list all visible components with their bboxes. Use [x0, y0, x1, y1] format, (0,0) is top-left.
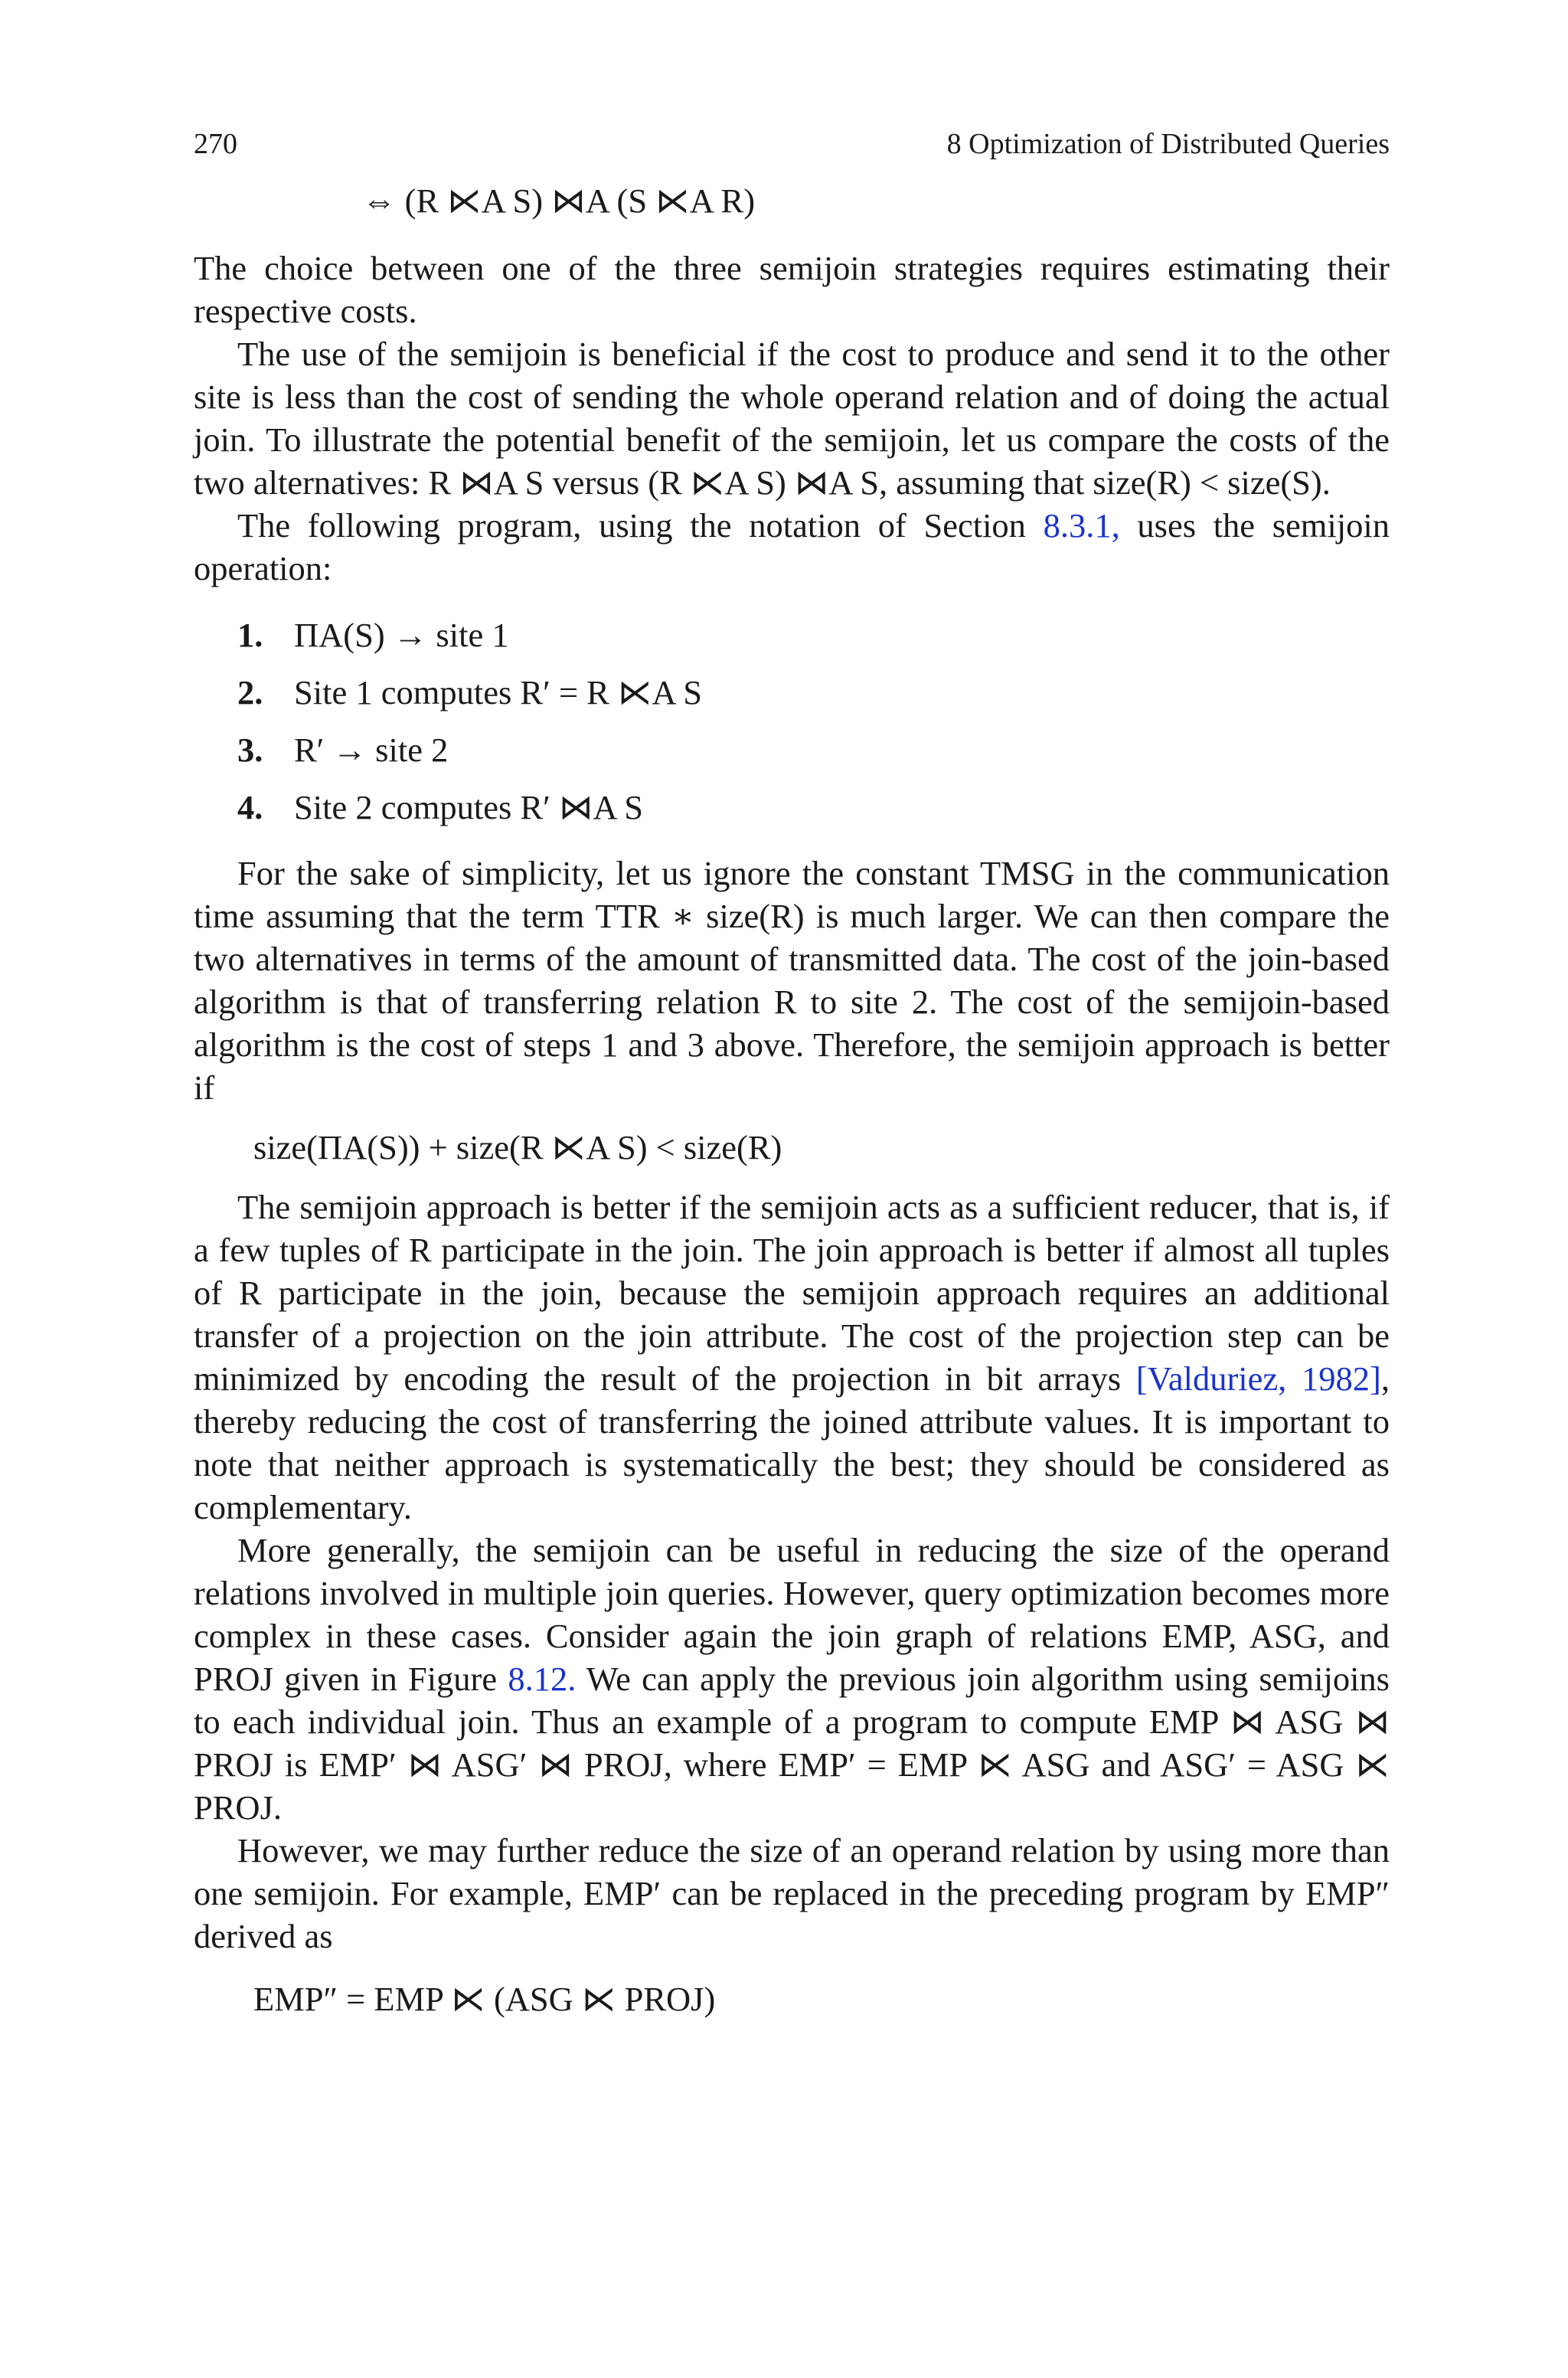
tmsg-term: TMSG [979, 854, 1075, 892]
page-body [194, 123, 1390, 2020]
paragraph-multiple-joins: More generally, the semijoin can be useful in reducing the size of the operand relations involved in multiple join queries. However, query optimization becomes more complex in these cases. Consider again the join graph of relations EMP, ASG, and PROJ given in Figure 8.12. We can apply the previous join algorithm using semijoins to each individual join. Thus an example of a program to compute EMP ⋈ ASG ⋈ PROJ is EMP′ ⋈ ASG′ ⋈ PROJ, where EMP′ = EMP ⋉ ASG and ASG′ = ASG ⋉ PROJ. [194, 1531, 1390, 1827]
figure-link[interactable]: 8.12. [508, 1660, 577, 1698]
section-link[interactable]: 8.3.1, [1043, 506, 1120, 545]
paragraph-semijoin-benefit: The use of the semijoin is beneficial if the cost to produce and send it to the other site is less than the cost of sending the whole operand relation and of doing the actual join. To illustrate the potential benefit of the semijoin, let us compare the costs of the two alternatives: R ⋈A S versus (R ⋉A S) ⋈A S, assuming that size(R) < size(S). [194, 335, 1390, 502]
citation-link[interactable]: [Valduriez, 1982] [1135, 1359, 1381, 1398]
emp-double-prime-formula: EMP″ = EMP ⋉ (ASG ⋉ PROJ) [253, 1980, 716, 2018]
page-number: 270 [194, 128, 237, 160]
paragraph-further-reduce: However, we may further reduce the size of an operand relation by using more than one semijoin. For example, EMP′ can be replaced in the preceding program by EMP″ derived as [194, 1831, 1390, 1955]
list-item: 1. ΠA(S) → site 1 [237, 616, 509, 654]
paragraph-semijoin-choice: The choice between one of the three semijoin strategies requires estimating their respective costs. [194, 249, 1390, 330]
ttr-term: TTR ∗ size(R) [595, 897, 805, 935]
list-item: 2. Site 1 computes R′ = R ⋉A S [237, 673, 703, 711]
list-item: 3. R′ → site 2 [237, 731, 449, 769]
paragraph-program-intro: The following program, using the notation of Section 8.3.1, uses the semijoin operation: [194, 506, 1390, 587]
running-title: 8 Optimization of Distributed Queries [946, 128, 1390, 160]
paragraph-simplicity: For the sake of simplicity, let us ignore the constant TMSG in the communication time assuming that the term TTR ∗ size(R) is much larger. We can then compare the two alternatives in terms of the amount of transmitted data. The cost of the join-based algorithm is that of transferring relation R to site 2. The cost of the semijoin-based algorithm is the cost of steps 1 and 3 above. Therefore, the semijoin approach is better if [194, 854, 1390, 1107]
cost-comparison-formula: size(ΠA(S)) + size(R ⋉A S) < size(R) [253, 1128, 782, 1166]
equivalence-formula: ⇔ (R ⋉A S) ⋈A (S ⋉A R) [362, 182, 756, 220]
program-steps-list [194, 607, 1390, 836]
paragraph-reducer: The semijoin approach is better if the semijoin acts as a sufficient reducer, that is, if a few tuples of R participate in the join. The join approach is better if almost all tuples of R participate in the join, because the semijoin approach requires an additional transfer of a projection on the join attribute. The cost of the projection step can be minimized by encoding the result of the projection in bit arrays [Valduriez, 1982], thereby reducing the cost of transferring the joined attribute values. It is important to note that neither approach is systematically the best; they should be considered as complementary. [194, 1188, 1390, 1526]
list-item: 4. Site 2 computes R′ ⋈A S [237, 788, 643, 826]
size-condition: size(R) < size(S) [1093, 463, 1322, 502]
alternatives-expression: R ⋈A S versus (R ⋉A S) ⋈A S [428, 463, 879, 502]
